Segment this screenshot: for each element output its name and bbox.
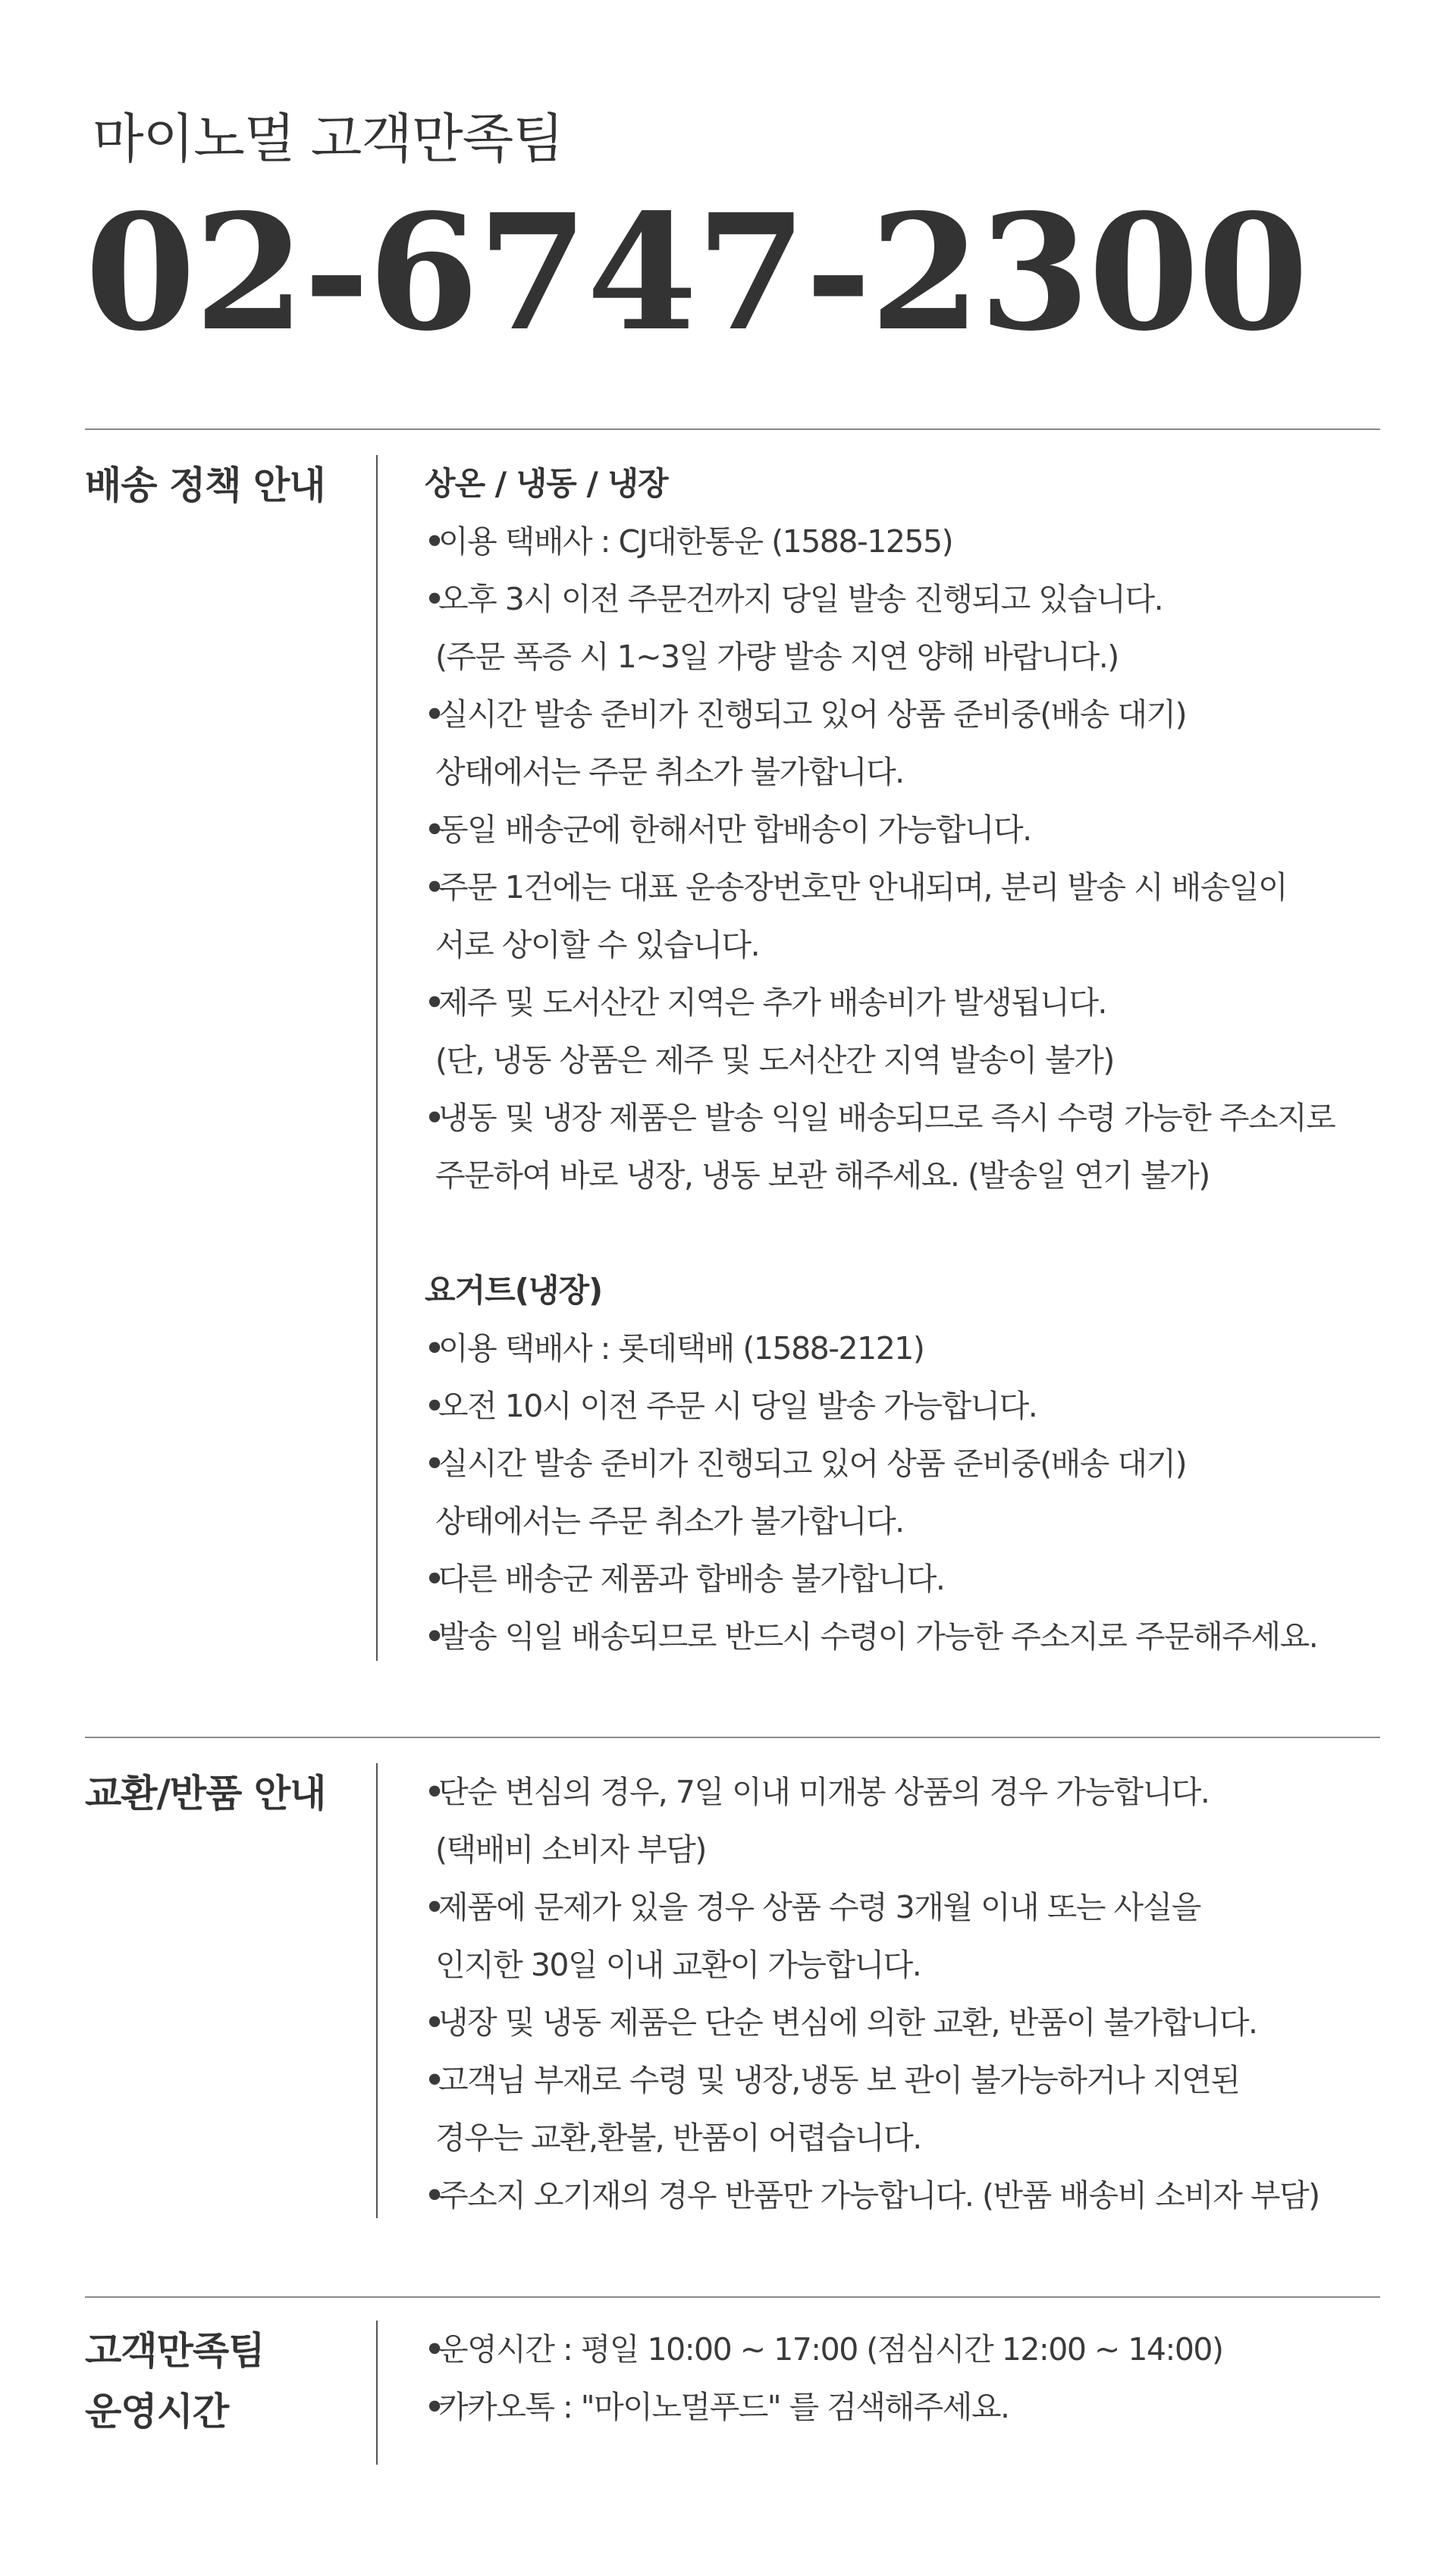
list-item-continuation: 서로 상이할 수 있습니다. (435, 927, 760, 963)
list-item: •다른 배송군 제품과 합배송 불가합니다. (425, 1561, 945, 1597)
divider (85, 2296, 1380, 2298)
list-item-continuation: 주문하여 바로 냉장, 냉동 보관 해주세요. (발송일 연기 불가) (435, 1157, 1210, 1194)
divider (85, 428, 1380, 430)
list-item-continuation: 인지한 30일 이내 교환이 가능합니다. (435, 1947, 921, 1983)
list-item: •고객님 부재로 수령 및 냉장,냉동 보 관이 불가능하거나 지연된 (425, 2062, 1240, 2098)
list-item: •냉동 및 냉장 제품은 발송 익일 배송되므로 즉시 수령 가능한 주소지로 (425, 1100, 1335, 1136)
hours-content (425, 2321, 1380, 2436)
hours-section (85, 2321, 1380, 2465)
list-item: •실시간 발송 준비가 진행되고 있어 상품 준비중(배송 대기) (425, 1445, 1187, 1482)
list-item-continuation: (단, 냉동 상품은 제주 및 도서산간 지역 발송이 불가) (435, 1042, 1114, 1078)
shipping-group-title: 상온 / 냉동 / 냉장 (425, 465, 668, 502)
list-item: •운영시간 : 평일 10:00 ~ 17:00 (점심시간 12:00 ~ 14:00) (425, 2331, 1223, 2368)
exchange-section (85, 1763, 1380, 2218)
list-item: •주문 1건에는 대표 운송장번호만 안내되며, 분리 발송 시 배송일이 (425, 869, 1288, 905)
list-item: •실시간 발송 준비가 진행되고 있어 상품 준비중(배송 대기) (425, 696, 1187, 733)
shipping-section (85, 455, 1380, 1661)
list-item: •제품에 문제가 있을 경우 상품 수령 3개월 이내 또는 사실을 (425, 1889, 1200, 1925)
list-item: •냉장 및 냉동 제품은 단순 변심에 의한 교환, 반품이 불가합니다. (425, 2004, 1257, 2041)
list-item-continuation: 상태에서는 주문 취소가 불가합니다. (435, 1503, 904, 1539)
list-item-continuation: 상태에서는 주문 취소가 불가합니다. (435, 754, 904, 790)
section-divider (376, 455, 378, 1661)
section-divider (376, 1763, 378, 2218)
section-label: 배송 정책 안내 (85, 463, 325, 507)
section-label (85, 2321, 358, 2442)
list-item-continuation: (택배비 소비자 부담) (435, 1831, 706, 1868)
section-divider (376, 2321, 378, 2465)
hours-label-line1: 고객만족팀 (85, 2329, 265, 2373)
list-item: •단순 변심의 경우, 7일 이내 미개봉 상품의 경우 가능합니다. (425, 1774, 1210, 1810)
list-item: •주소지 오기재의 경우 반품만 가능합니다. (반품 배송비 소비자 부담) (425, 2177, 1320, 2214)
hours-label-line2: 운영시간 (85, 2390, 229, 2434)
exchange-content (425, 1763, 1380, 2224)
section-label: 교환/반품 안내 (85, 1772, 326, 1816)
divider (85, 1737, 1380, 1738)
list-item: •카카오톡 : "마이노멀푸드" 를 검색해주세요. (425, 2389, 1009, 2425)
team-title: 마이노멀 고객만족팀 (93, 108, 563, 170)
shipping-group-title: 요거트(냉장) (425, 1272, 603, 1309)
list-item: •동일 배송군에 한해서만 합배송이 가능합니다. (425, 811, 1031, 848)
list-item: •제주 및 도서산간 지역은 추가 배송비가 발생됩니다. (425, 984, 1106, 1021)
shipping-content (425, 455, 1380, 1665)
list-item: •이용 택배사 : CJ대한통운 (1588-1255) (425, 523, 953, 560)
list-item-continuation: (주문 폭증 시 1~3일 가량 발송 지연 양해 바랍니다.) (435, 639, 1119, 675)
spacer (425, 1204, 1380, 1262)
list-item: •이용 택배사 : 롯데택배 (1588-2121) (425, 1330, 924, 1367)
phone-number[interactable]: 02-6747-2300 (85, 179, 1307, 366)
list-item-continuation: 경우는 교환,환불, 반품이 어렵습니다. (435, 2120, 921, 2156)
list-item: •오전 10시 이전 주문 시 당일 발송 가능합니다. (425, 1388, 1037, 1424)
list-item: •오후 3시 이전 주문건까지 당일 발송 진행되고 있습니다. (425, 581, 1163, 617)
list-item: •발송 익일 배송되므로 반드시 수령이 가능한 주소지로 주문해주세요. (425, 1618, 1318, 1655)
